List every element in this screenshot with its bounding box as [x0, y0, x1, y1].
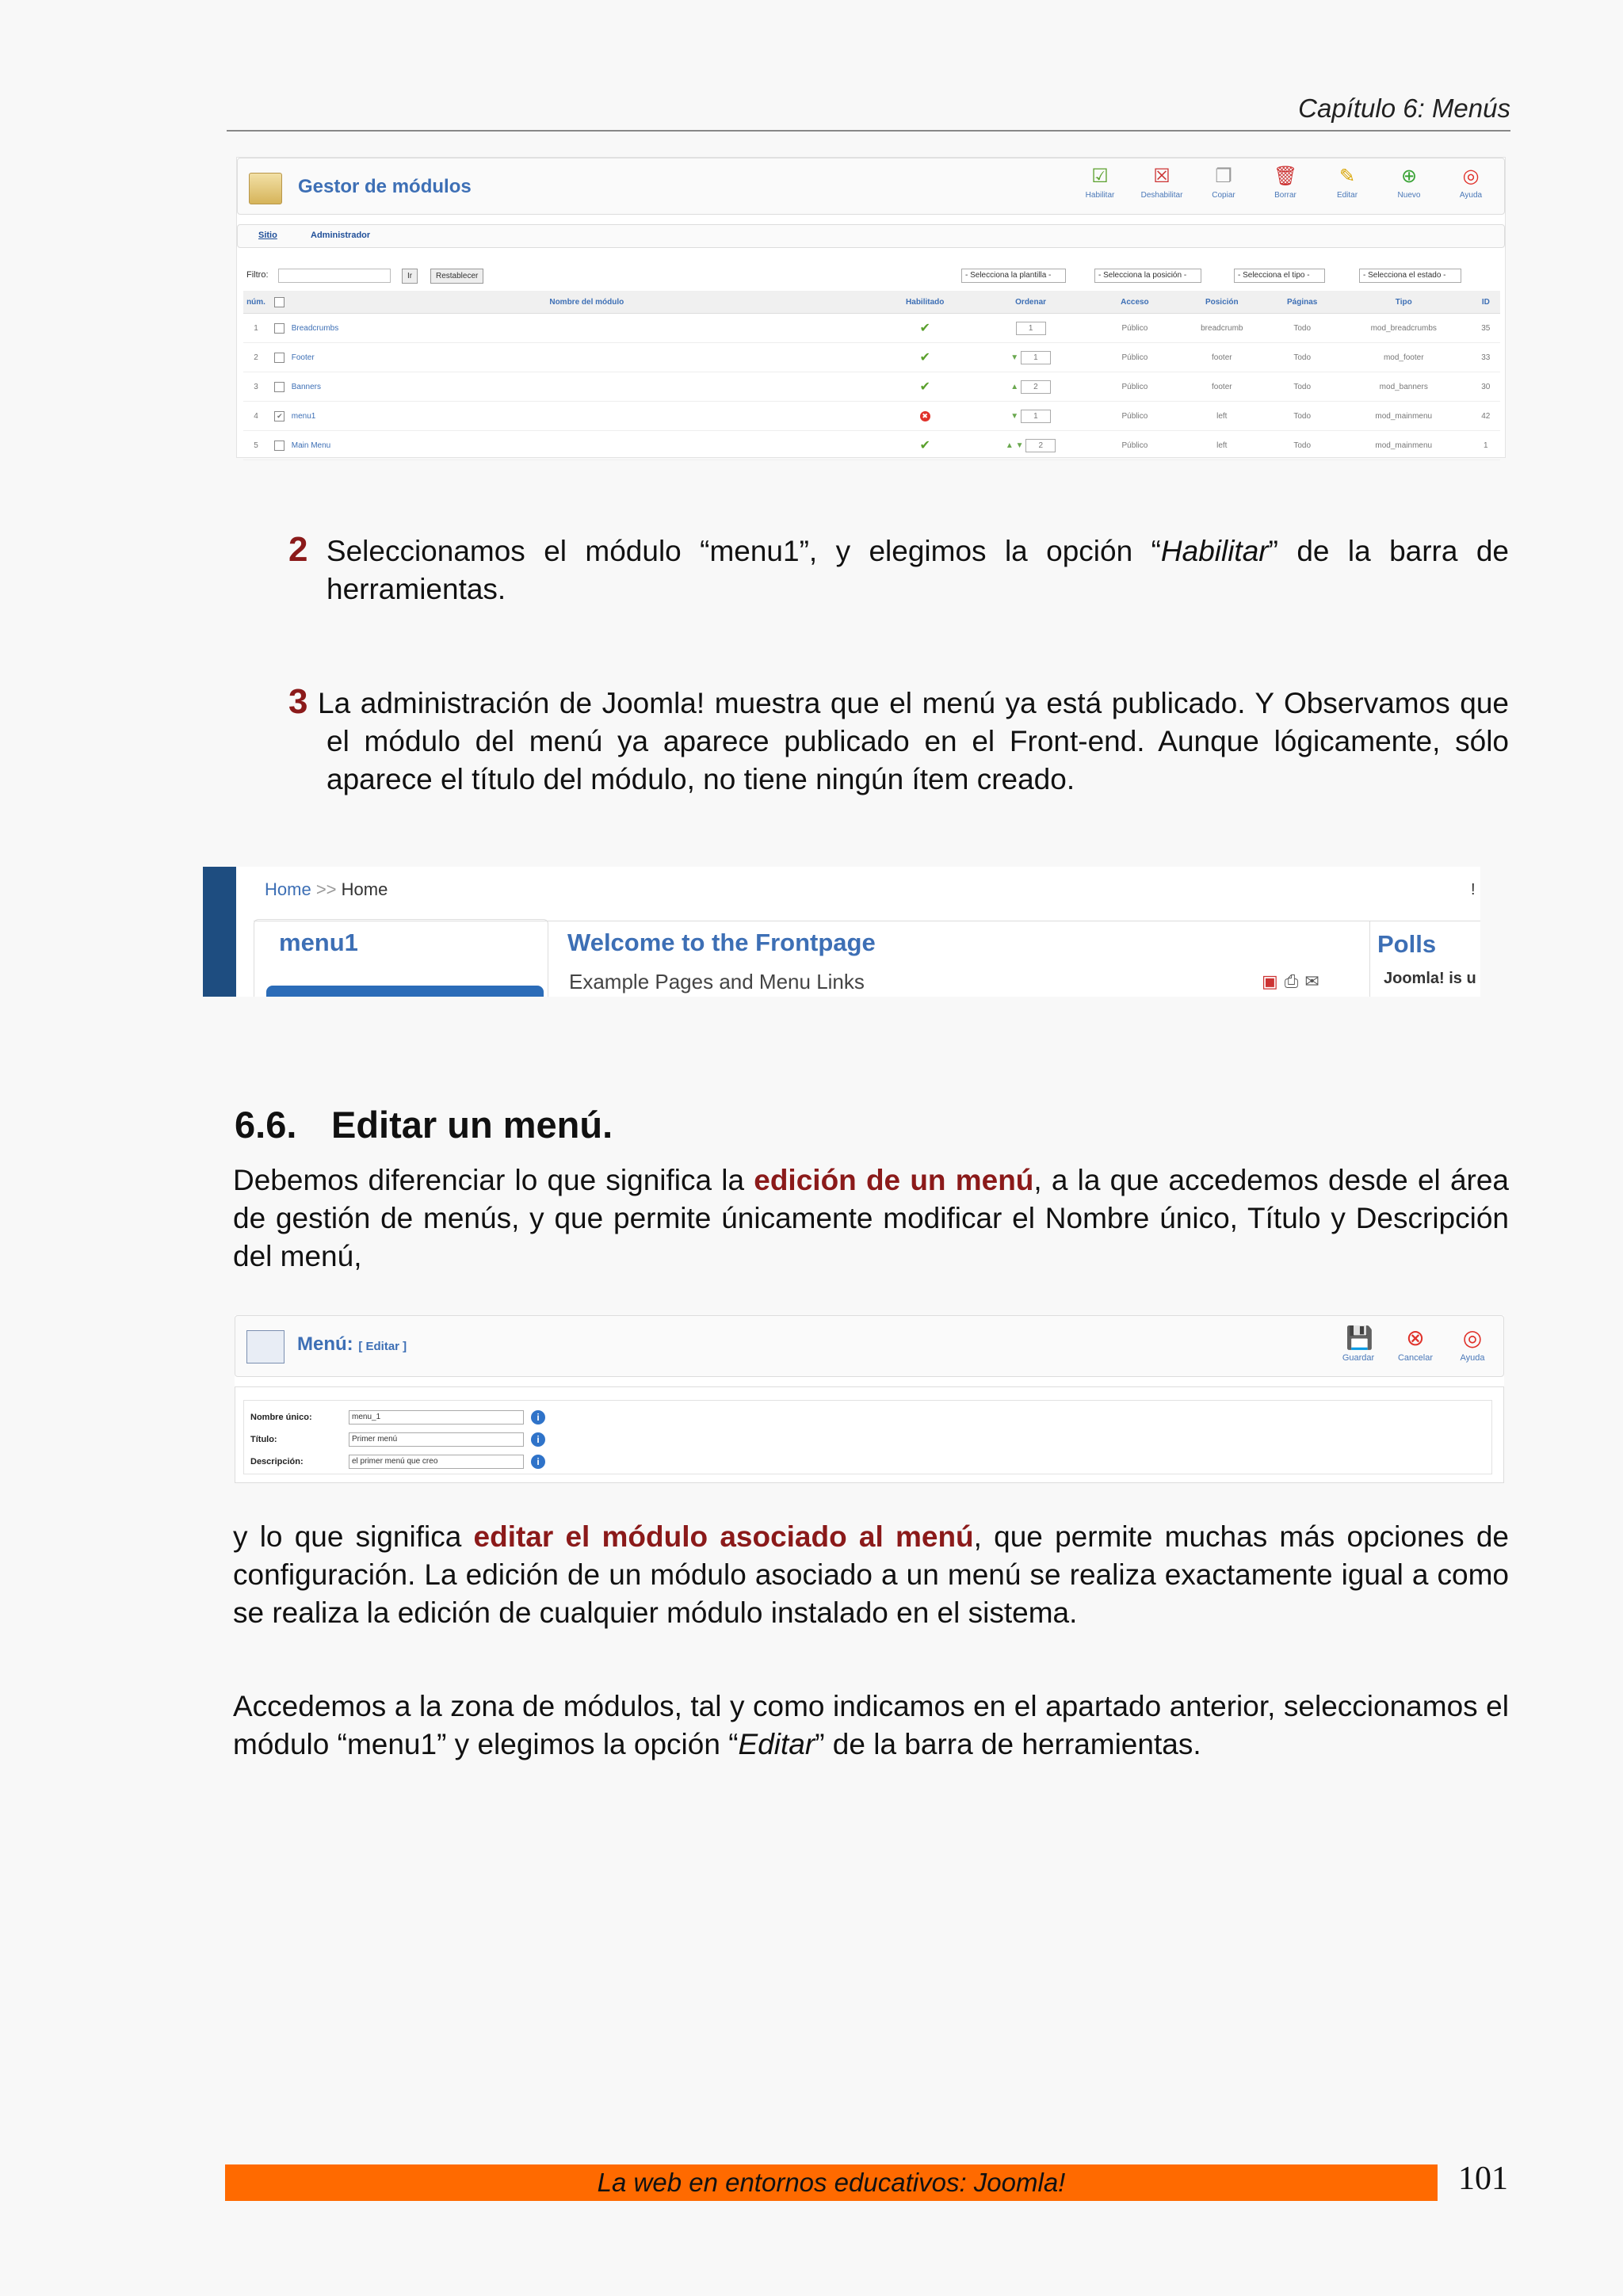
go-button[interactable]: Ir	[402, 269, 418, 284]
breadcrumb: Home >> Home	[265, 879, 388, 899]
tab-admin[interactable]: Administrador	[311, 231, 371, 240]
row-checkbox[interactable]	[274, 353, 285, 363]
step-number: 3	[288, 682, 308, 721]
section-title: Editar un menú.	[331, 1104, 613, 1146]
step-3-paragraph: 3 La administración de Joomla! muestra que el menú ya está publicado. Y Observamos que el módulo del menú ya aparece publicado en el Front-end. Aunque lógicamente, sólo aparece el título del módulo, no tiene ningún ítem creado.	[288, 682, 1509, 795]
email-icon[interactable]: ✉	[1304, 971, 1326, 991]
welcome-heading[interactable]: Welcome to the Frontpage	[567, 929, 876, 956]
order-down-icon[interactable]: ▼	[1010, 411, 1019, 421]
col-type[interactable]: Tipo	[1336, 291, 1472, 314]
polls-question: Joomla! is u	[1384, 970, 1476, 987]
status-icon[interactable]: ✔	[919, 351, 930, 364]
disable-icon: ☒	[1153, 166, 1170, 187]
frontend-screenshot: Home >> Home ! menu1 Welcome to the Frontpage Example Pages and Menu Links ▣⎙✉ Polls Joomla! is u	[203, 867, 1480, 997]
order-input[interactable]: 1	[1021, 351, 1051, 364]
module-manager-titlebar	[237, 158, 1505, 215]
pdf-icon[interactable]: ▣	[1262, 971, 1285, 991]
module-name-link[interactable]: menu1	[291, 402, 883, 431]
pencil-icon: ✎	[1338, 166, 1356, 187]
module-name-link[interactable]: Main Menu	[291, 431, 883, 460]
breadcrumb-home-link[interactable]: Home	[265, 879, 311, 899]
menu-edit-titlebar	[235, 1315, 1504, 1377]
copy-button[interactable]: ❐ Copiar	[1212, 166, 1235, 200]
reset-button[interactable]: Restablecer	[430, 269, 483, 284]
print-icon[interactable]: ⎙	[1284, 971, 1305, 991]
title-input[interactable]: Primer menú	[349, 1432, 524, 1447]
filter-bar	[246, 269, 1497, 286]
tab-site[interactable]: Sitio	[258, 231, 277, 240]
col-num: núm.	[243, 291, 269, 314]
polls-heading: Polls	[1377, 930, 1437, 958]
modules-table-body	[243, 314, 1500, 460]
section-number: 6.6.	[235, 1104, 297, 1146]
module-manager-title: Gestor de módulos	[298, 176, 472, 197]
copy-icon: ❐	[1215, 166, 1232, 187]
step-number: 2	[288, 530, 308, 569]
section-heading	[235, 1103, 613, 1146]
module-toolbar	[1071, 165, 1499, 200]
header-rule	[227, 130, 1510, 132]
table-row: 3 Banners ✔ ▲ 2 Público footer Todo mod_banners 30	[243, 372, 1500, 402]
module-manager-icon	[249, 173, 282, 204]
col-pages[interactable]: Páginas	[1269, 291, 1336, 314]
row-checkbox[interactable]	[274, 441, 285, 451]
order-input[interactable]: 1	[1016, 322, 1046, 335]
col-enabled[interactable]: Habilitado	[883, 291, 968, 314]
module-name-link[interactable]: Breadcrumbs	[291, 314, 883, 343]
order-up-icon[interactable]: ▲	[1005, 441, 1014, 450]
col-access[interactable]: Acceso	[1094, 291, 1175, 314]
menu-icon	[246, 1330, 285, 1363]
menu-edit-form: Nombre único: menu_1 i Título: Primer menú i Descripción: el primer menú que creo i	[235, 1386, 1504, 1483]
disable-button[interactable]: ☒ Deshabilitar	[1140, 166, 1183, 200]
table-row: 1 Breadcrumbs ✔ 1 Público breadcrumb Todo mod_breadcrumbs 35	[243, 314, 1500, 343]
access-link[interactable]: Público	[1094, 431, 1175, 460]
col-select-all[interactable]	[269, 291, 291, 314]
cancel-button[interactable]: ⊗ Cancelar	[1397, 1325, 1434, 1363]
order-down-icon[interactable]: ▼	[1010, 353, 1019, 362]
help-icon: ◎	[1462, 166, 1480, 187]
table-header	[243, 291, 1500, 314]
status-icon[interactable]: ✔	[919, 322, 930, 335]
paragraph-3: Accedemos a la zona de módulos, tal y como indicamos en el apartado anterior, seleccionamos el módulo “menu1” y elegimos la opción “Editar” de la barra de herramientas.	[233, 1690, 1509, 1760]
help-icon: ◎	[1462, 1325, 1483, 1350]
menu-module-title: menu1	[279, 929, 358, 956]
enable-button[interactable]: ☑ Habilitar	[1085, 166, 1115, 200]
status-disabled-icon[interactable]: ✖	[920, 411, 930, 421]
col-name[interactable]: Nombre del módulo	[291, 291, 883, 314]
info-icon[interactable]: i	[531, 1455, 545, 1469]
module-name-link[interactable]: Footer	[291, 343, 883, 372]
col-order[interactable]: Ordenar	[968, 291, 1094, 314]
page-number: 101	[1458, 2161, 1508, 2197]
status-icon[interactable]: ✔	[919, 439, 930, 452]
example-subheading: Example Pages and Menu Links	[569, 970, 865, 994]
save-button[interactable]: 💾 Guardar	[1342, 1325, 1375, 1363]
modules-table	[243, 291, 1500, 460]
col-id[interactable]: ID	[1472, 291, 1500, 314]
access-link[interactable]: Público	[1094, 314, 1175, 343]
description-input[interactable]: el primer menú que creo	[349, 1455, 524, 1469]
article-icons	[1262, 971, 1326, 992]
menu-edit-screenshot	[235, 1315, 1504, 1483]
module-name-link[interactable]: Banners	[291, 372, 883, 402]
section-paragraph-1: Debemos diferenciar lo que significa la edición de un menú, a la que accedemos desde el área de gestión de menús, y que permite únicamente modificar el Nombre único, Título y Descripción del menú,	[233, 1164, 1509, 1272]
table-row: 2 Footer ✔ ▼ 1 Público footer Todo mod_footer 33	[243, 343, 1500, 372]
module-manager-screenshot	[236, 157, 1506, 458]
delete-button[interactable]: 🗑 Borrar	[1274, 166, 1298, 200]
paragraph-2: y lo que significa editar el módulo asociado al menú, que permite muchas más opciones de configuración. La edición de un módulo asociado a un menú se realiza exactamente igual a como se realiza la edición de cualquier módulo instalado en el sistema.	[233, 1520, 1509, 1629]
table-row: 5 Main Menu ✔ ▲ ▼ 2 Público left Todo mod_mainmenu 1	[243, 431, 1500, 460]
order-down-icon[interactable]: ▼	[1015, 441, 1024, 450]
access-link[interactable]: Público	[1094, 402, 1175, 431]
trash-icon: 🗑	[1274, 166, 1298, 187]
menu-module-bar	[266, 986, 544, 997]
table-row: 4 ✔ menu1 ✖ ▼ 1 Público left Todo mod_mainmenu 42	[243, 402, 1500, 431]
order-up-icon[interactable]: ▲	[1010, 382, 1019, 391]
row-checkbox[interactable]	[274, 323, 285, 334]
footer-bar: La web en entornos educativos: Joomla!	[225, 2164, 1438, 2201]
help-button[interactable]: ◎ Ayuda	[1460, 1325, 1485, 1363]
cancel-icon: ⊗	[1406, 1325, 1425, 1350]
status-icon[interactable]: ✔	[919, 380, 930, 394]
state-select[interactable]: - Selecciona el estado -	[1359, 269, 1461, 283]
filter-input[interactable]	[278, 269, 391, 283]
order-input[interactable]: 2	[1021, 380, 1051, 394]
running-header: Capítulo 6: Menús	[1298, 93, 1510, 123]
enable-icon: ☑	[1091, 166, 1109, 187]
module-tabs	[237, 224, 1505, 248]
frontend-left-bar	[203, 867, 236, 997]
info-icon[interactable]: i	[531, 1410, 545, 1425]
help-button[interactable]: ◎ Ayuda	[1459, 166, 1483, 200]
filter-label: Filtro:	[246, 270, 269, 280]
new-button[interactable]: ⊕ Nuevo	[1397, 166, 1421, 200]
order-input[interactable]: 2	[1025, 439, 1056, 452]
unique-name-input[interactable]: menu_1	[349, 1410, 524, 1425]
edit-button[interactable]: ✎ Editar	[1336, 166, 1358, 200]
menu-edit-title: Menú: [ Editar ]	[297, 1333, 407, 1355]
position-select[interactable]: - Selecciona la posición -	[1094, 269, 1201, 283]
info-icon[interactable]: i	[531, 1432, 545, 1447]
row-checkbox[interactable]	[274, 382, 285, 392]
menu-edit-toolbar	[1332, 1325, 1499, 1363]
plus-icon: ⊕	[1400, 166, 1418, 187]
order-input[interactable]: 1	[1021, 410, 1051, 423]
step-2-paragraph: 2 Seleccionamos el módulo “menu1”, y elegimos la opción “Habilitar” de la barra de herramientas.	[288, 530, 1509, 605]
access-link[interactable]: Público	[1094, 372, 1175, 402]
save-icon: 💾	[1346, 1325, 1373, 1350]
col-position[interactable]: Posición	[1175, 291, 1268, 314]
row-checkbox[interactable]: ✔	[274, 411, 285, 421]
type-select[interactable]: - Selecciona el tipo -	[1234, 269, 1325, 283]
template-select[interactable]: - Selecciona la plantilla -	[961, 269, 1066, 283]
access-link[interactable]: Público	[1094, 343, 1175, 372]
